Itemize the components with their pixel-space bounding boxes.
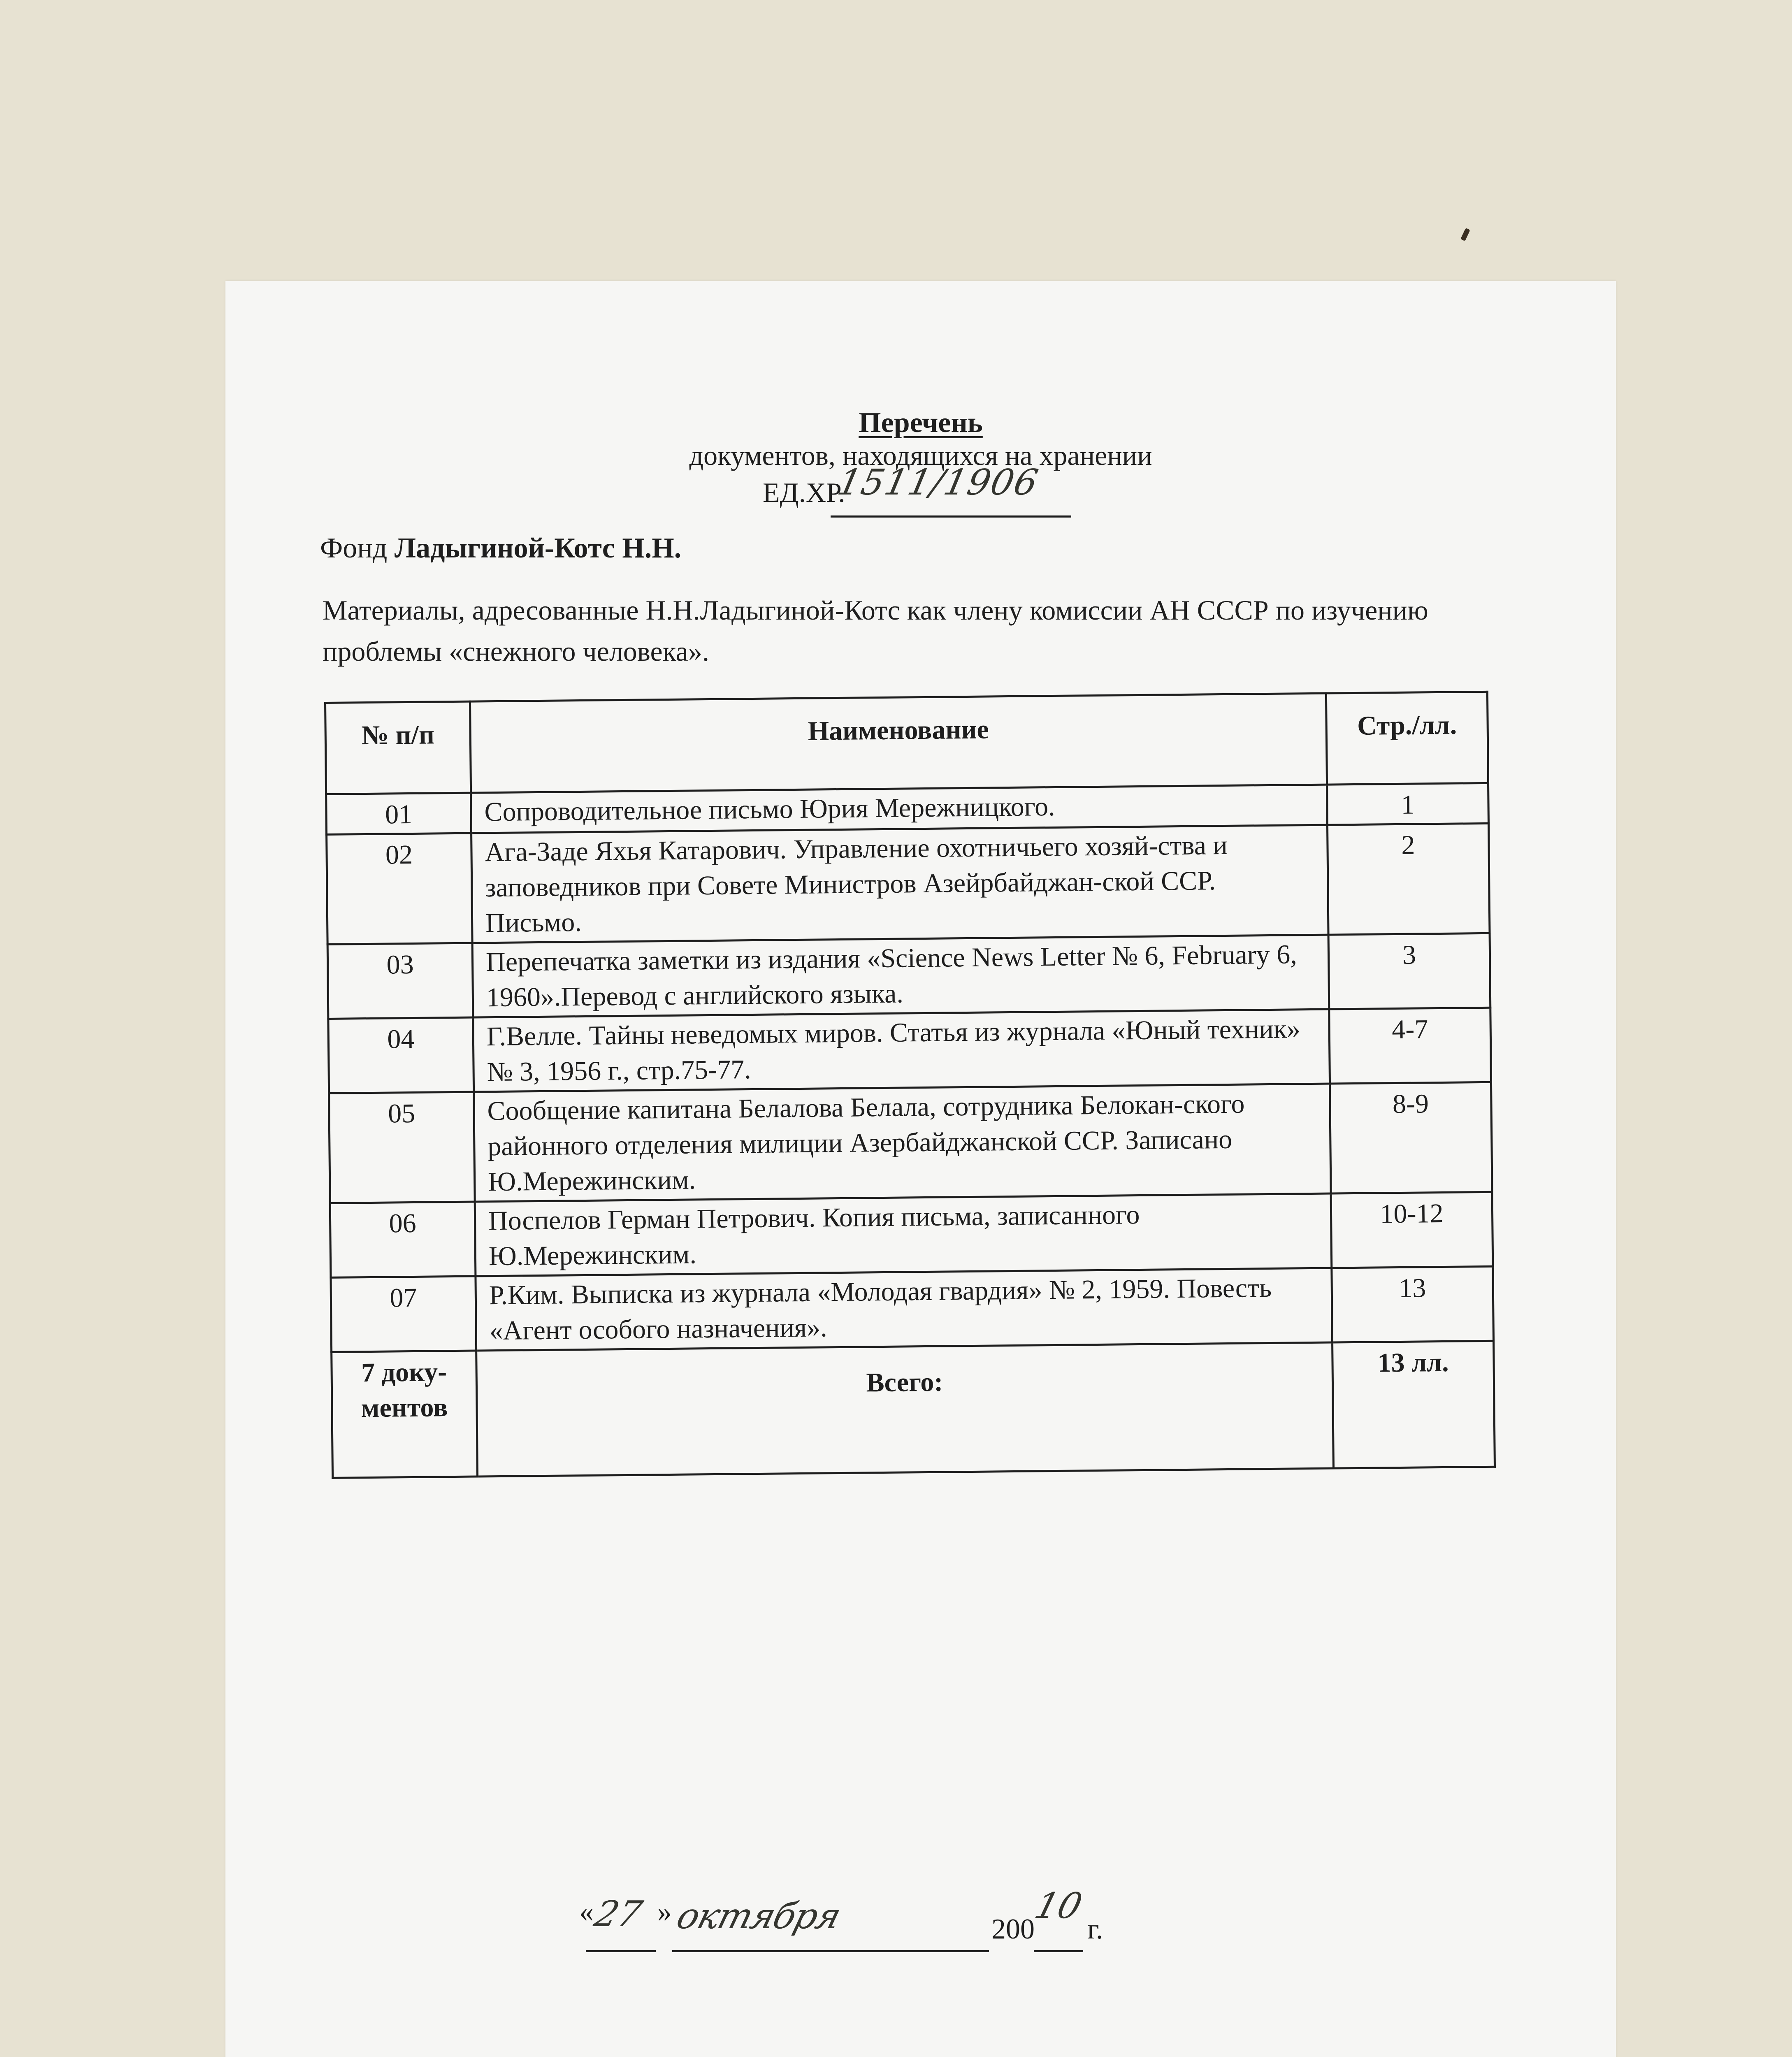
- row-pages: 10-12: [1331, 1192, 1493, 1268]
- row-name: Р.Ким. Выписка из журнала «Молодая гвардия» № 2, 1959. Повесть «Агент особого назначения».: [476, 1268, 1332, 1351]
- row-pages: 8-9: [1330, 1082, 1493, 1193]
- date-year-underline: [1034, 1950, 1083, 1952]
- unit-label: ЕД.ХР.: [763, 477, 845, 508]
- row-name: Поспелов Герман Петрович. Копия письма, записанного Ю.Мережинским.: [475, 1193, 1332, 1276]
- row-number: 07: [331, 1276, 476, 1352]
- fund-name: Ладыгиной-Котс Н.Н.: [394, 532, 682, 564]
- table-row: [327, 823, 1490, 944]
- table-row: [329, 1082, 1492, 1203]
- fund-description: Материалы, адресованные Н.Н.Ладыгиной-Котс как члену комиссии АН СССР по изучению проблемы «снежного человека».: [323, 594, 1428, 667]
- date-line: [579, 1896, 594, 1929]
- header-name: Наименование: [470, 693, 1327, 793]
- total-count: 7 доку-ментов: [332, 1351, 478, 1478]
- table-row: [328, 1008, 1491, 1093]
- date-close-quote: »: [657, 1896, 672, 1928]
- date-year-handwritten: 10: [1030, 1885, 1086, 1927]
- total-label: Всего:: [476, 1342, 1334, 1477]
- date-month-underline: [672, 1950, 989, 1952]
- row-pages: 4-7: [1329, 1008, 1491, 1084]
- unit-underline: [831, 515, 1071, 518]
- documents-table: [324, 691, 1496, 1467]
- document-sheet: [225, 281, 1616, 2057]
- row-pages: 1: [1327, 783, 1489, 825]
- unit-number-handwritten: 1511/1906: [834, 462, 1042, 503]
- row-name: Ага-Заде Яхья Катарович. Управление охотничьего хозяй-ства и заповедников при Совете Министров Азейрбайджан-ской ССР. Письмо.: [471, 825, 1328, 943]
- date-day-underline: [586, 1950, 656, 1952]
- row-number: 04: [328, 1017, 474, 1093]
- document-title: Перечень: [859, 407, 983, 439]
- row-name: Сообщение капитана Белалова Белала, сотрудника Белокан-ского районного отделения милиции Азербайджанской ССР. Записано Ю.Мережинским.: [474, 1084, 1331, 1202]
- document-subtitle: документов, находящихся на хранении: [689, 440, 1152, 471]
- table-row: [331, 1266, 1494, 1352]
- table-row: [327, 933, 1490, 1019]
- date-day-handwritten: 27: [590, 1894, 646, 1935]
- row-number: 05: [329, 1092, 475, 1203]
- date-open-quote: «: [579, 1896, 594, 1928]
- row-pages: 13: [1332, 1266, 1494, 1342]
- row-pages: 2: [1327, 823, 1490, 935]
- row-number: 06: [330, 1202, 476, 1277]
- total-pages: 13 лл.: [1332, 1341, 1495, 1468]
- date-year-prefix: 200: [991, 1913, 1035, 1945]
- row-pages: 3: [1328, 933, 1490, 1009]
- row-name: Сопроводительное письмо Юрия Мережницкого.: [471, 785, 1328, 833]
- table-total-row: [332, 1341, 1495, 1478]
- date-month-handwritten: октября: [672, 1896, 845, 1937]
- table-row: [330, 1192, 1493, 1277]
- header-number: № п/п: [325, 701, 471, 794]
- header-pages: Стр./лл.: [1326, 692, 1488, 785]
- row-name: Г.Велле. Тайны неведомых миров. Статья из журнала «Юный техник» № 3, 1956 г., стр.75-77.: [473, 1009, 1330, 1092]
- paper-speck: [1460, 228, 1470, 241]
- row-name: Перепечатка заметки из издания «Science News Letter № 6, February 6, 1960».Перевод с английского языка.: [472, 935, 1329, 1017]
- row-number: 02: [327, 833, 473, 944]
- date-suffix: г.: [1087, 1913, 1103, 1945]
- table-header-row: [325, 692, 1488, 794]
- row-number: 01: [326, 793, 471, 834]
- fund-label: Фонд: [320, 532, 388, 564]
- row-number: 03: [327, 943, 473, 1019]
- fund-line: [320, 532, 681, 565]
